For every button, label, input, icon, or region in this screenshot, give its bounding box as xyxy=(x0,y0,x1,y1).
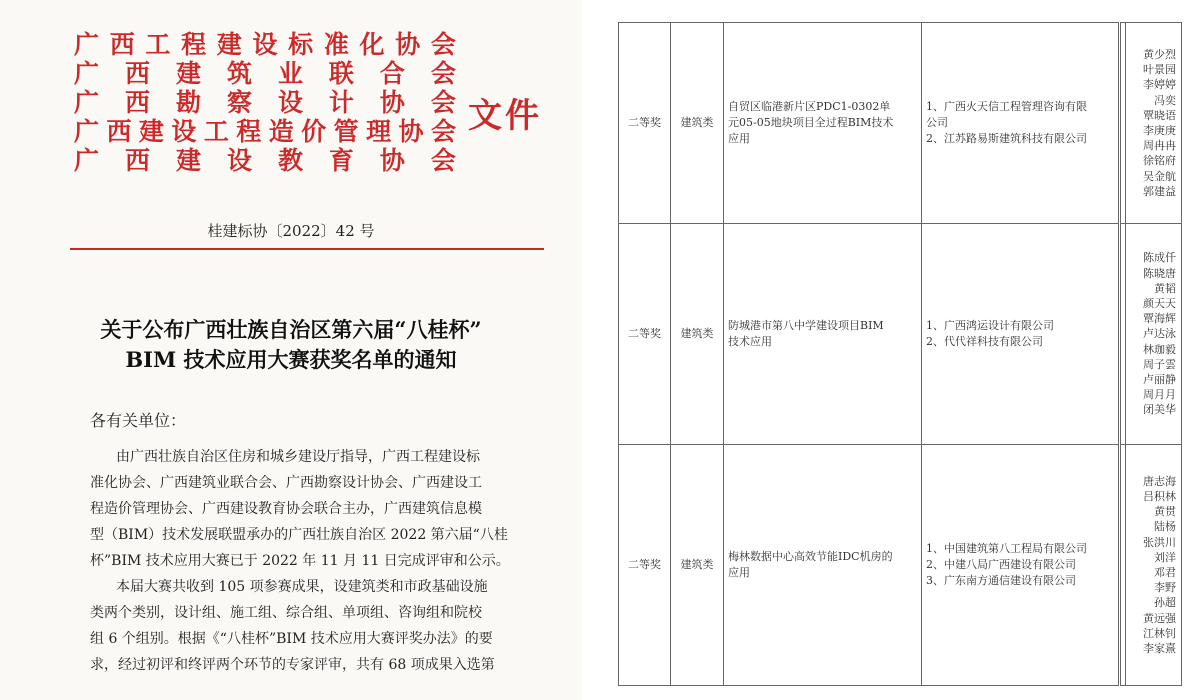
project-name-line: 元05-05地块项目全过程BIM技术 xyxy=(728,116,894,129)
member-name: 周月月 xyxy=(1143,388,1176,402)
body-text-line: 型（BIM）技术发展联盟承办的广西壮族自治区 2022 第六届“八桂 xyxy=(90,527,508,543)
member-name: 李野 xyxy=(1154,581,1176,595)
member-name: 冯奕 xyxy=(1154,93,1176,107)
project-name-line: 应用 xyxy=(728,132,750,145)
members-cell xyxy=(1126,23,1182,224)
award-level-cell: 二等奖 xyxy=(619,445,671,686)
award-table xyxy=(618,22,1182,686)
unit-line: 1、广西鸿运设计有限公司 xyxy=(926,319,1054,333)
member-name: 卢达泳 xyxy=(1143,327,1176,341)
member-name: 周子雲 xyxy=(1143,357,1176,371)
project-name-cell xyxy=(724,224,922,445)
unit-line: 2、中建八局广西建设有限公司 xyxy=(926,558,1076,571)
member-name: 张洪川 xyxy=(1143,535,1176,549)
salutation: 各有关单位： xyxy=(90,411,187,430)
body-text-line: 求，经过初评和终评两个环节的专家评审，共有 68 项成果入选第 xyxy=(90,657,495,673)
category-cell: 建筑类 xyxy=(671,224,724,445)
unit-line: 2、代代祥科技有限公司 xyxy=(926,335,1043,349)
member-name: 吴金航 xyxy=(1143,169,1176,183)
issuing-organizations xyxy=(74,30,456,175)
award-level-cell: 二等奖 xyxy=(619,224,671,445)
table-row xyxy=(619,23,1182,224)
project-name-line: 防城港市第八中学建设项目BIM xyxy=(728,319,884,333)
member-name: 李庚庚 xyxy=(1143,124,1176,137)
member-name: 孙超 xyxy=(1154,596,1176,610)
document-label: 文件 xyxy=(468,96,542,136)
organization-name: 广 西 勘 察 设 计 协 会 xyxy=(74,88,456,117)
member-name: 黄远强 xyxy=(1143,611,1176,625)
body-text-line: 杯”BIM 技术应用大赛已于 2022 年 11 月 11 日完成评审和公示。 xyxy=(90,553,510,569)
notice-title-line-2: BIM 技术应用大赛获奖名单的通知 xyxy=(125,347,457,372)
member-name: 陈晓唐 xyxy=(1143,266,1176,280)
project-name-cell xyxy=(724,23,922,224)
member-name: 周冉冉 xyxy=(1143,139,1176,153)
body-text-line: 程造价管理协会、广西建设教育协会联合主办，广西建筑信息模 xyxy=(90,501,482,517)
organization-name: 广 西 建 筑 业 联 合 会 xyxy=(74,59,456,88)
body-text-line: 本届大赛共收到 105 项参赛成果，设建筑类和市政基础设施 xyxy=(116,579,488,595)
red-divider-line xyxy=(70,248,544,250)
unit-cell xyxy=(922,23,1120,224)
member-name: 陆杨 xyxy=(1154,520,1176,534)
member-name: 黄韬 xyxy=(1154,281,1176,295)
member-name: 江林钊 xyxy=(1143,626,1176,640)
notice-title-line-1: 关于公布广西壮族自治区第六届“八桂杯” xyxy=(100,317,482,342)
member-name: 邓君 xyxy=(1154,566,1176,579)
notice-document xyxy=(0,0,582,700)
notice-body xyxy=(90,444,538,678)
body-text-line: 由广西壮族自治区住房和城乡建设厅指导，广西工程建设标 xyxy=(116,449,480,465)
project-name-cell xyxy=(724,445,922,686)
member-name: 徐铭府 xyxy=(1143,154,1176,168)
member-name: 覃晓语 xyxy=(1143,108,1176,122)
member-name: 覃海辉 xyxy=(1143,312,1176,326)
member-name: 吕积林 xyxy=(1143,489,1176,503)
organization-name: 广 西 建 设 工 程 造 价 管 理 协 会 xyxy=(74,117,456,146)
unit-line: 1、中国建筑第八工程局有限公司 xyxy=(926,542,1087,555)
member-name: 陈成仟 xyxy=(1143,251,1176,265)
unit-cell xyxy=(922,224,1120,445)
unit-line: 公司 xyxy=(926,116,948,129)
members-cell xyxy=(1126,445,1182,686)
member-name: 林珈毅 xyxy=(1143,342,1176,356)
member-name: 郭建益 xyxy=(1143,184,1176,198)
member-name: 李家熹 xyxy=(1143,642,1176,656)
body-text-line: 类两个类别，设计组、施工组、综合组、单项组、咨询组和院校 xyxy=(90,605,482,621)
unit-line: 3、广东南方通信建设有限公司 xyxy=(926,574,1076,587)
table-row xyxy=(619,445,1182,686)
member-name: 叶景园 xyxy=(1143,63,1176,77)
category-cell: 建筑类 xyxy=(671,445,724,686)
unit-cell xyxy=(922,445,1120,686)
project-name-line: 技术应用 xyxy=(728,335,772,349)
member-name: 黄少烈 xyxy=(1143,47,1176,61)
body-text-line: 组 6 个组别。根据《“八桂杯”BIM 技术应用大赛评奖办法》的要 xyxy=(90,631,493,647)
member-name: 黄贯 xyxy=(1154,505,1176,519)
project-name-line: 自贸区临港新片区PDC1-0302单 xyxy=(728,100,891,113)
member-name: 唐志海 xyxy=(1143,474,1176,488)
unit-line: 2、江苏路易斯建筑科技有限公司 xyxy=(926,132,1087,145)
award-list-page xyxy=(618,22,1181,686)
document-number: 桂建标协〔2022〕42 号 xyxy=(207,222,375,240)
organization-name: 广 西 工 程 建 设 标 准 化 协 会 xyxy=(74,30,456,59)
project-name-line: 梅林数据中心高效节能IDC机房的 xyxy=(728,550,893,563)
member-name: 闭美华 xyxy=(1143,403,1176,417)
award-level-cell: 二等奖 xyxy=(619,23,671,224)
member-name: 李婷婷 xyxy=(1143,78,1176,92)
unit-line: 1、广西火天信工程管理咨询有限 xyxy=(926,100,1087,113)
project-name-line: 应用 xyxy=(728,566,750,579)
organization-name: 广 西 建 设 教 育 协 会 xyxy=(74,146,456,175)
table-row xyxy=(619,224,1182,445)
member-name: 卢丽静 xyxy=(1143,373,1176,387)
category-cell: 建筑类 xyxy=(671,23,724,224)
member-name: 刘洋 xyxy=(1154,550,1176,564)
body-text-line: 准化协会、广西建筑业联合会、广西勘察设计协会、广西建设工 xyxy=(90,475,482,491)
member-name: 颜天天 xyxy=(1143,297,1176,310)
members-cell xyxy=(1126,224,1182,445)
